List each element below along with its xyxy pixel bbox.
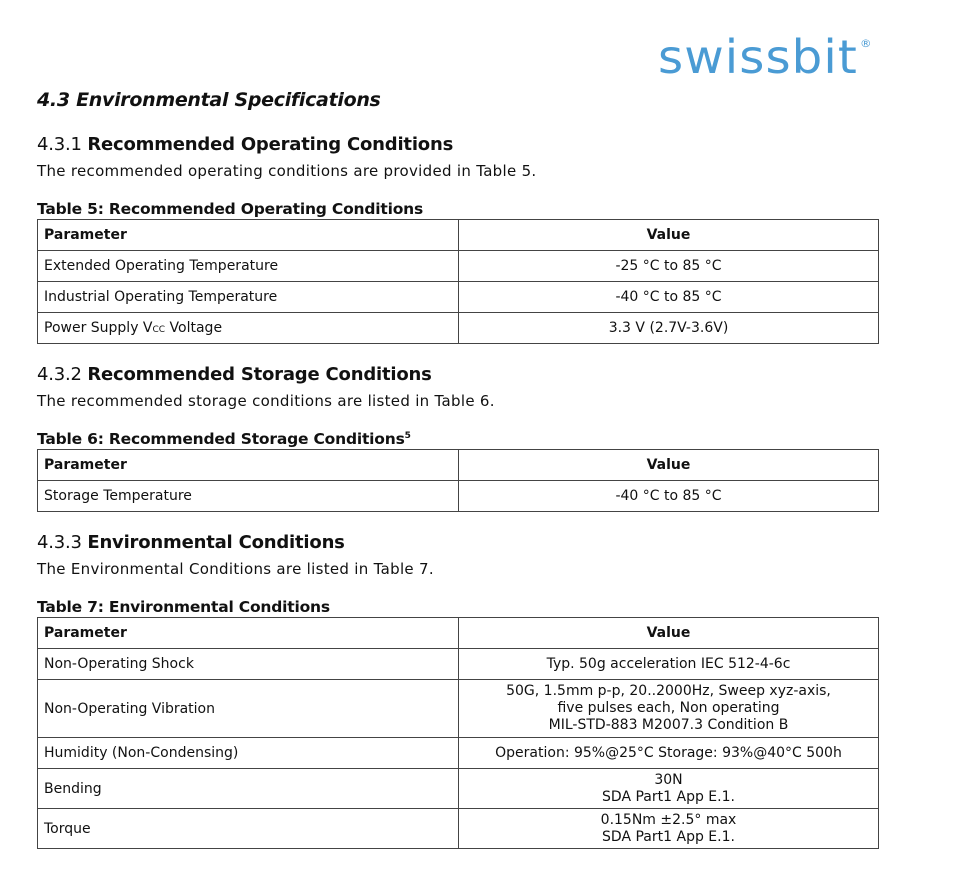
subsection-title: Environmental Conditions: [87, 532, 345, 553]
table-header-row: [38, 450, 879, 481]
value-line: MIL-STD-883 M2007.3 Condition B: [548, 717, 789, 733]
subsection-title: Recommended Storage Conditions: [87, 364, 432, 385]
subsection-intro: The recommended storage conditions are listed in Table 6.: [37, 392, 495, 410]
cell-value: [459, 649, 879, 680]
value-line: Typ. 50g acceleration IEC 512-4-6c: [546, 655, 791, 672]
table-header-row: [38, 220, 879, 251]
cell-parameter: Bending: [38, 769, 459, 809]
cell-parameter: Extended Operating Temperature: [38, 251, 459, 282]
cell-value: -40 °C to 85 °C: [459, 282, 879, 313]
cell-parameter: Storage Temperature: [38, 481, 459, 512]
value-line: 50G, 1.5mm p-p, 20..2000Hz, Sweep xyz-axis,: [506, 683, 831, 699]
cell-parameter: Non-Operating Vibration: [38, 680, 459, 738]
value-line: 0.15Nm ±2.5° max: [600, 811, 737, 828]
subsection-intro: The recommended operating conditions are provided in Table 5.: [37, 162, 537, 180]
param-subscript: CC: [152, 325, 166, 335]
logo-text: swissbit: [658, 30, 858, 84]
table-caption: [37, 430, 411, 448]
table-row: [38, 282, 879, 313]
cell-value: [459, 738, 879, 769]
cell-parameter: Industrial Operating Temperature: [38, 282, 459, 313]
table-row: [38, 313, 879, 344]
subsection-number: 4.3.1: [37, 134, 82, 155]
cell-parameter: Torque: [38, 809, 459, 849]
table-row: [38, 649, 879, 680]
table-caption: Table 5: Recommended Operating Conditions: [37, 200, 423, 218]
cell-value: -40 °C to 85 °C: [459, 481, 879, 512]
cell-value: -25 °C to 85 °C: [459, 251, 879, 282]
table-row: [38, 738, 879, 769]
subsection-number: 4.3.2: [37, 364, 82, 385]
table-environmental-conditions: [37, 617, 879, 849]
subsection-heading-environmental: [37, 532, 345, 553]
subsection-heading-operating: [37, 134, 453, 155]
value-line: 30N: [654, 771, 683, 788]
registered-mark: ®: [859, 37, 873, 50]
cell-value: [459, 680, 879, 738]
subsection-number: 4.3.3: [37, 532, 82, 553]
table-row: [38, 481, 879, 512]
header-parameter: Parameter: [38, 220, 459, 251]
table-row: [38, 251, 879, 282]
cell-parameter: Humidity (Non-Condensing): [38, 738, 459, 769]
cell-value: [459, 809, 879, 849]
value-line: Operation: 95%@25°C Storage: 93%@40°C 500h: [495, 744, 842, 761]
section-title: 4.3 Environmental Specifications: [37, 89, 381, 111]
cell-parameter: [38, 313, 459, 344]
value-line: SDA Part1 App E.1.: [602, 828, 735, 845]
header-parameter: Parameter: [38, 618, 459, 649]
value-line: five pulses each, Non operating: [557, 700, 780, 716]
table-storage-conditions: [37, 449, 879, 512]
cell-value: [459, 769, 879, 809]
subsection-intro: The Environmental Conditions are listed in Table 7.: [37, 560, 434, 578]
table-header-row: [38, 618, 879, 649]
table-operating-conditions: [37, 219, 879, 344]
cell-parameter: Non-Operating Shock: [38, 649, 459, 680]
table-row: [38, 809, 879, 849]
header-value: Value: [459, 220, 879, 251]
header-value: Value: [459, 618, 879, 649]
value-line: SDA Part1 App E.1.: [602, 788, 735, 805]
table-row: [38, 769, 879, 809]
header-value: Value: [459, 450, 879, 481]
table-row: [38, 680, 879, 738]
footnote-marker[interactable]: 5: [404, 430, 411, 441]
param-text: Power Supply V: [44, 320, 153, 336]
subsection-title: Recommended Operating Conditions: [87, 134, 454, 155]
subsection-heading-storage: [37, 364, 432, 385]
param-text: Voltage: [165, 320, 223, 336]
swissbit-logo: [658, 30, 873, 84]
table-caption: Table 7: Environmental Conditions: [37, 598, 330, 616]
header-parameter: Parameter: [38, 450, 459, 481]
cell-value: 3.3 V (2.7V-3.6V): [459, 313, 879, 344]
caption-text: Table 6: Recommended Storage Conditions: [37, 430, 405, 448]
